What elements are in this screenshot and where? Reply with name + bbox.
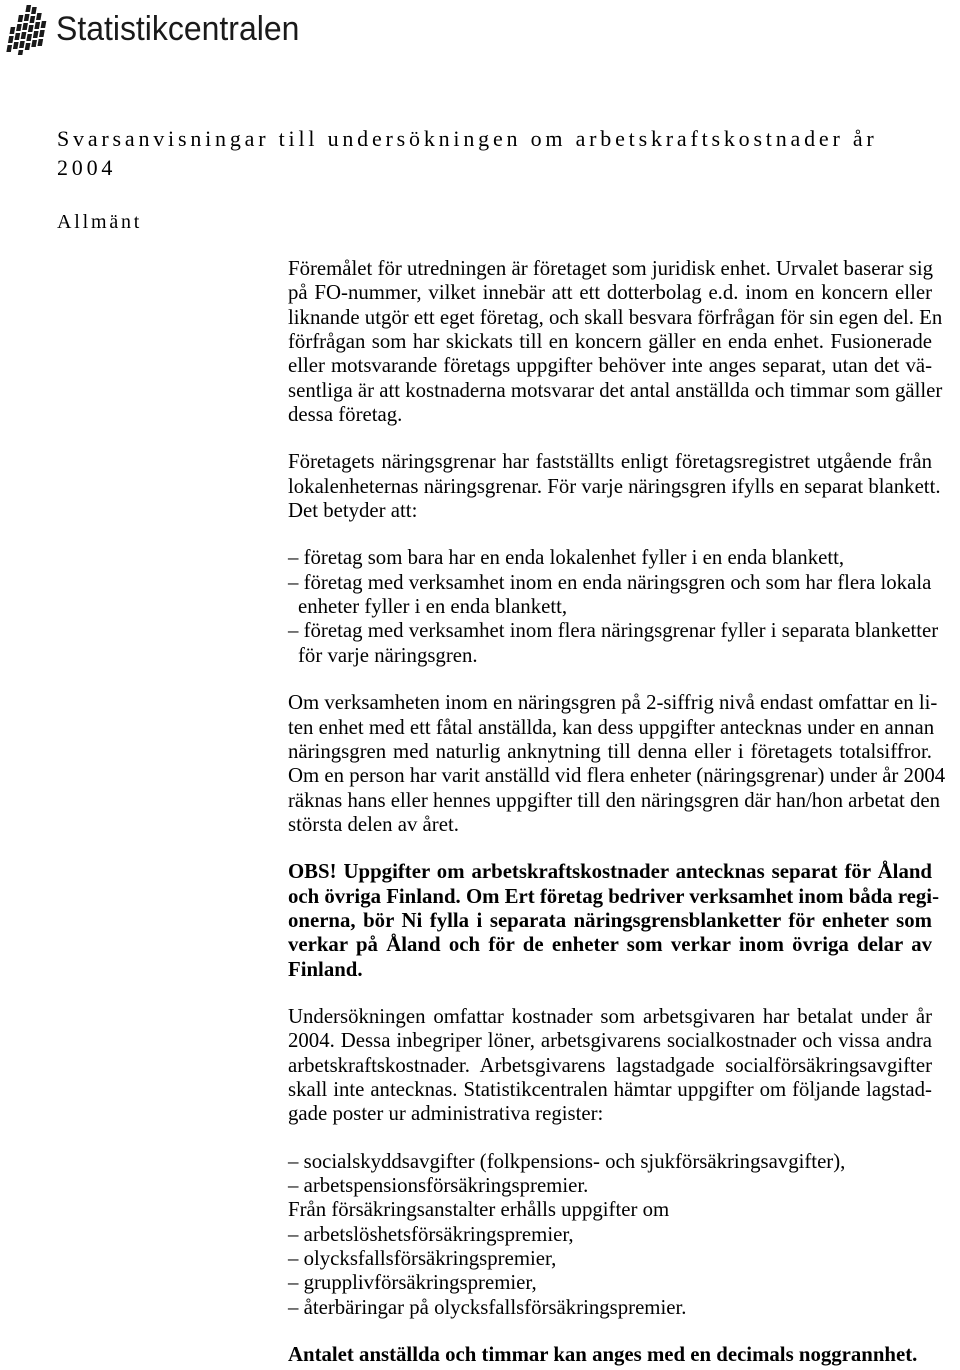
document-body (288, 257, 946, 1367)
list-dash-marker: – (288, 619, 299, 643)
document-title-line: 2004 (57, 155, 117, 180)
paragraph (288, 257, 943, 427)
list-dash-marker: – (288, 570, 299, 594)
list-item-text: företag som bara har en enda lokalenhet fyller i en enda blankett, (303, 546, 845, 570)
closing-note (288, 1343, 932, 1367)
list-item (288, 571, 932, 595)
paragraph-line: näringsgren med naturlig anknytning till denna eller i företagets totalsiffror. (288, 739, 932, 763)
list-item (288, 619, 939, 643)
list-dash-marker: – (288, 1295, 299, 1319)
list-item (288, 1271, 932, 1295)
list-item-continuation: enheter fyller i en enda blankett, (298, 595, 568, 619)
list-item (288, 1296, 932, 1320)
list-item-text: arbetspensionsförsäkringspremier. (303, 1174, 589, 1197)
organization-name: Statistikcentralen (56, 10, 300, 48)
list-item-text: företag med verksamhet inom en enda näringsgren och som har flera lokala (303, 570, 932, 594)
list-dash-marker: – (288, 1222, 299, 1246)
list-item (288, 1150, 932, 1174)
document-title-line: Svarsanvisningar till undersökningen om arbetskraftskostnader år (57, 126, 878, 151)
list-item-text: olycksfallsförsäkringspremier, (303, 1247, 557, 1271)
paragraph-line: lokalenheternas näringsgrenar. För varje näringsgren ifylls en separat blankett. (288, 474, 941, 498)
paragraph-line: Det betyder att: (288, 499, 418, 523)
paragraph-line: Föremålet för utredningen är företaget som juridisk enhet. Urvalet baserar sig (288, 257, 934, 280)
statistics-finland-logo-icon (2, 3, 50, 57)
list-dash-marker: – (288, 1149, 299, 1173)
paragraph-line: Om en person har varit anställd vid flera enheter (näringsgrenar) under år 2004 (288, 764, 946, 788)
closing-note-line: Antalet anställda och timmar kan anges med en decimals noggrannhet. (288, 1343, 918, 1367)
list-dash-marker: – (288, 546, 299, 570)
list-dash-marker: – (288, 1247, 299, 1271)
list-item-text: återbäringar på olycksfallsförsäkringspremier. (303, 1295, 687, 1319)
section-heading: Allmänt (57, 211, 143, 233)
notice-line: OBS! Uppgifter om arbetskraftskostnader antecknas separat för Åland (288, 860, 932, 884)
paragraph-line: eller motsvarande företags uppgifter behöver inte anges separat, utan det vä- (288, 354, 932, 378)
list-item (288, 1247, 932, 1271)
list-item-text: grupplivförsäkringspremier, (303, 1271, 537, 1295)
paragraph (288, 1005, 932, 1127)
paragraph-line: arbetskraftskostnader. Arbetsgivarens lagstadgade socialförsäkringsavgifter (288, 1053, 932, 1077)
paragraph-line: dessa företag. (288, 403, 403, 427)
paragraph-line: Om verksamheten inom en näringsgren på 2-siffrig nivå endast omfattar en li- (288, 691, 938, 715)
paragraph-line: liknande utgör ett eget företag, och skall besvara förfrågan för sin egen del. En (288, 305, 943, 329)
list-dash-marker: – (288, 1174, 299, 1197)
paragraph-line: gade poster ur administrativa register: (288, 1102, 604, 1126)
list-item-text: socialskyddsavgifter (folkpensions- och sjukförsäkringsavgifter), (303, 1149, 846, 1173)
paragraph-line: förfrågan som har skickats till en koncern gäller en enda enhet. Fusionerade (288, 330, 932, 354)
paragraph (288, 691, 946, 837)
paragraph-line: Företagets näringsgrenar har fastställts enligt företagsregistret utgående från (288, 450, 932, 474)
bullet-list (288, 1150, 932, 1320)
list-dash-marker: – (288, 1271, 299, 1295)
list-item (288, 1223, 932, 1247)
paragraph-line: på FO-nummer, vilket innebär att ett dotterbolag e.d. inom en koncern eller (288, 281, 932, 305)
paragraph-line: 2004. Dessa inbegriper löner, arbetsgivarens socialkostnader och vissa andra (288, 1029, 932, 1053)
notice-line: Finland. (288, 957, 363, 981)
document-title (57, 124, 878, 182)
paragraph-line: skall inte antecknas. Statistikcentralen hämtar uppgifter om följande lagstad- (288, 1077, 932, 1101)
list-item-continuation: för varje näringsgren. (298, 643, 478, 667)
notice-line: och övriga Finland. Om Ert företag bedriver verksamhet inom båda regi- (288, 884, 940, 908)
paragraph-line: ten enhet med ett fåtal anställda, kan dess uppgifter antecknas under en annan (288, 715, 935, 739)
notice-paragraph (288, 860, 940, 982)
paragraph-line: Undersökningen omfattar kostnader som arbetsgivaren har betalat under år (288, 1004, 932, 1028)
paragraph-line: största delen av året. (288, 812, 459, 836)
notice-line: onerna, bör Ni fylla i separata näringsgrensblanketter för enheter som (288, 908, 932, 932)
paragraph-line: räknas hans eller hennes uppgifter till den näringsgren där han/hon arbetat den (288, 788, 940, 812)
paragraph-line: sentliga är att kostnaderna motsvarar det antal anställda och timmar som gäller (288, 378, 943, 402)
list-item-text: arbetslöshetsförsäkringspremier, (303, 1222, 574, 1246)
list-item-text: företag med verksamhet inom flera näringsgrenar fyller i separata blanketter (303, 619, 939, 643)
list-item (288, 546, 932, 570)
bullet-list (288, 546, 939, 668)
list-item (288, 1174, 932, 1198)
paragraph (288, 450, 941, 523)
list-intro-line: Från försäkringsanstalter erhålls uppgifter om (288, 1198, 670, 1222)
notice-line: verkar på Åland och för de enheter som verkar inom övriga delar av (288, 933, 932, 957)
